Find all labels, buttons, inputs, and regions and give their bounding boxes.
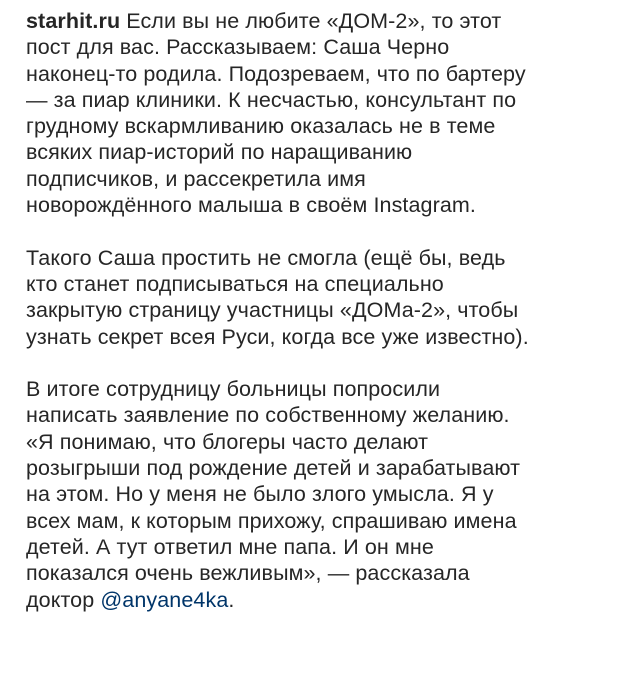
caption-text: Если вы не любите «ДОМ-2», то этот (120, 9, 502, 33)
caption-line: розыгрыши под рождение детей и зарабатывают (26, 456, 521, 481)
caption-line: грудному вскармливанию оказалась не в теме (26, 114, 496, 139)
caption-line: всех мам, к которым прихожу, спрашиваю имена (26, 508, 517, 533)
caption-line: написать заявление по собственному желанию. (26, 403, 510, 428)
caption-line: на этом. Но у меня не было злого умысла. Я у (26, 482, 494, 507)
caption-line: В итоге сотрудницу больницы попросили (26, 377, 441, 402)
caption-line: «Я понимаю, что блогеры часто делают (26, 429, 429, 454)
caption-line (26, 8, 626, 34)
caption-line (26, 587, 626, 613)
caption-text: . (228, 587, 235, 612)
caption-line: закрытую страницу участницы «ДОМа-2», чтобы (26, 298, 519, 323)
caption-line: подписчиков, и рассекретила имя (26, 166, 366, 191)
caption-line: Такого Саша простить не смогла (ещё бы, ведь (26, 245, 506, 270)
caption-paragraph-3 (26, 376, 626, 613)
mention-link[interactable]: @anyane4ka (100, 587, 229, 612)
caption-line: новорождённого малыша в своём Instagram. (26, 193, 477, 218)
caption-line: наконец-то родила. Подозреваем, что по бартеру (26, 61, 526, 86)
caption-line: пост для вас. Рассказываем: Саша Черно (26, 35, 450, 60)
caption-line: всяких пиар-историй по наращиванию (26, 140, 413, 165)
caption-line: узнать секрет всея Руси, когда все уже известно). (26, 324, 529, 349)
caption-paragraph-2 (26, 245, 626, 350)
caption-line: — за пиар клиники. К несчастью, консультант по (26, 87, 517, 112)
post-caption (26, 8, 626, 613)
caption-line: кто станет подписываться на специально (26, 271, 444, 296)
caption-line: детей. А тут ответил мне папа. И он мне (26, 534, 434, 559)
caption-line: показался очень вежливым», — рассказала (26, 561, 470, 586)
caption-text: доктор (26, 587, 101, 612)
username-link[interactable]: starhit.ru (26, 9, 121, 33)
caption-paragraph-1 (26, 8, 626, 218)
